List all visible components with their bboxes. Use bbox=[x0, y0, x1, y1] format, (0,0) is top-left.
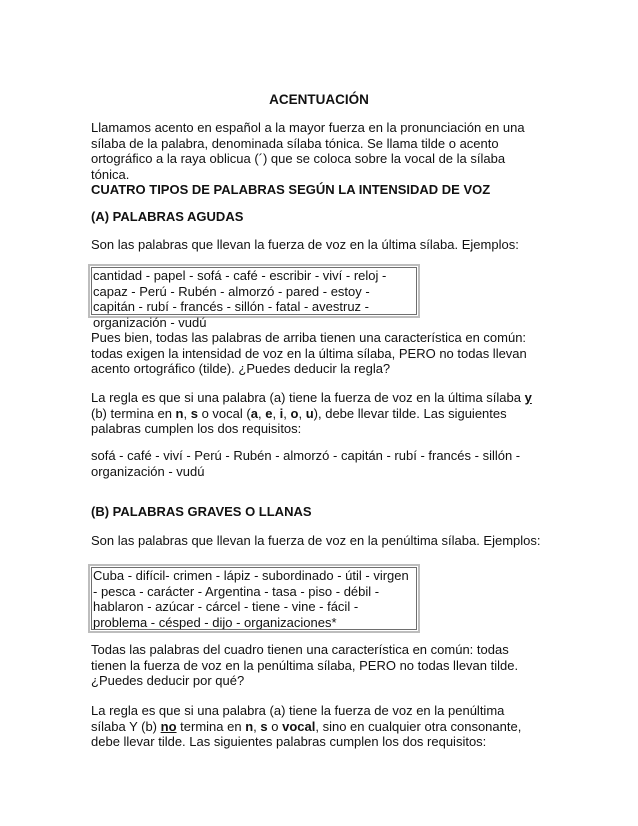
agudas-rule-vocal: o vocal ( bbox=[201, 405, 251, 421]
graves-rule-vocal: vocal bbox=[282, 718, 316, 734]
graves-rule-s: s bbox=[260, 718, 268, 734]
agudas-rule-part-b: (b) termina en bbox=[91, 405, 172, 421]
section-heading-agudas: (A) PALABRAS AGUDAS bbox=[91, 209, 244, 224]
graves-rule-no: no bbox=[160, 718, 177, 734]
graves-rule-n: n bbox=[245, 718, 254, 734]
graves-rule-part-a: La regla es que si una palabra (a) tiene la fuerza de voz en la penúltima sílaba Y (b) bbox=[91, 703, 505, 734]
agudas-rule-y: y bbox=[524, 390, 532, 405]
agudas-rule-end: ), debe llevar tilde. Las siguientes palabras cumplen los dos requisitos: bbox=[91, 405, 507, 436]
graves-rule-end: , sino en cualquier otra consonante, debe llevar tilde. Las siguientes palabras cumplen los dos requisitos: bbox=[91, 718, 522, 749]
intro-paragraph: Llamamos acento en español a la mayor fuerza en la pronunciación en una sílaba de la palabra, denominada sílaba tónica. Se llama tilde o acento ortográfico a la raya oblicua (´) que se coloca sobre la vocal de la sílaba tónica. bbox=[91, 120, 525, 182]
section-heading-graves: (B) PALABRAS GRAVES O LLANAS bbox=[91, 504, 312, 519]
agudas-rule-vo: o bbox=[290, 405, 299, 421]
agudas-rule: La regla es que si una palabra (a) tiene la fuerza de voz en la última sílaba y (b) termina en n, s o vocal (a, e, i, o, u), debe llevar tilde. Las siguientes palabras cumplen los dos requisitos: bbox=[91, 390, 532, 436]
agudas-examples-box bbox=[88, 264, 420, 330]
agudas-word-list: sofá - café - viví - Perú - Rubén - almorzó - capitán - rubí - francés - sillón - organización - vudú bbox=[91, 448, 521, 479]
agudas-rule-va: a bbox=[250, 405, 258, 421]
agudas-paragraph: Pues bien, todas las palabras de arriba tienen una característica en común: todas exigen la intensidad de voz en la última sílaba, PERO no todas llevan acento ortográfico (tilde). ¿Puedes deducir la regla? bbox=[91, 330, 527, 376]
graves-paragraph: Todas las palabras del cuadro tienen una característica en común: todas tienen la fuerza de voz en la penúltima sílaba, PERO no todas llevan tilde. ¿Puedes deducir por qué? bbox=[91, 642, 519, 688]
agudas-rule-part-a: La regla es que si una palabra (a) tiene la fuerza de voz en la última sílaba bbox=[91, 390, 521, 405]
graves-rule: La regla es que si una palabra (a) tiene la fuerza de voz en la penúltima sílaba Y (b) no termina en n, s o vocal, sino en cualquier otra consonante, debe llevar tilde. Las siguientes palabras cumplen los dos requisitos: bbox=[91, 703, 522, 749]
graves-rule-o: o bbox=[271, 718, 279, 734]
agudas-rule-s: s bbox=[190, 405, 198, 421]
graves-description: Son las palabras que llevan la fuerza de voz en la penúltima sílaba. Ejemplos: bbox=[91, 533, 541, 548]
agudas-rule-vu: u bbox=[305, 405, 314, 421]
agudas-rule-ve: e bbox=[265, 405, 273, 421]
agudas-description: Son las palabras que llevan la fuerza de voz en la última sílaba. Ejemplos: bbox=[91, 237, 519, 252]
agudas-rule-n: n bbox=[175, 405, 184, 421]
section-heading-tipos: CUATRO TIPOS DE PALABRAS SEGÚN LA INTENSIDAD DE VOZ bbox=[91, 182, 491, 197]
page-title: ACENTUACIÓN bbox=[269, 92, 369, 107]
agudas-rule-vi: i bbox=[279, 405, 284, 421]
agudas-examples-text: cantidad - papel - sofá - café - escribir - viví - reloj - capaz - Perú - Rubén - almorzó - pared - estoy - capitán - rubí - francés - sillón - fatal - avestruz - organización - vudú bbox=[93, 268, 387, 330]
graves-examples-box bbox=[88, 564, 420, 633]
graves-rule-part-b: termina en bbox=[180, 718, 242, 734]
graves-examples-text: Cuba - difícil- crimen - lápiz - subordinado - útil - virgen - pesca - carácter - Argentina - tasa - piso - débil - hablaron - azúcar - cárcel - tiene - vine - fácil - problema - césped - dijo - organizaciones* bbox=[93, 568, 409, 630]
